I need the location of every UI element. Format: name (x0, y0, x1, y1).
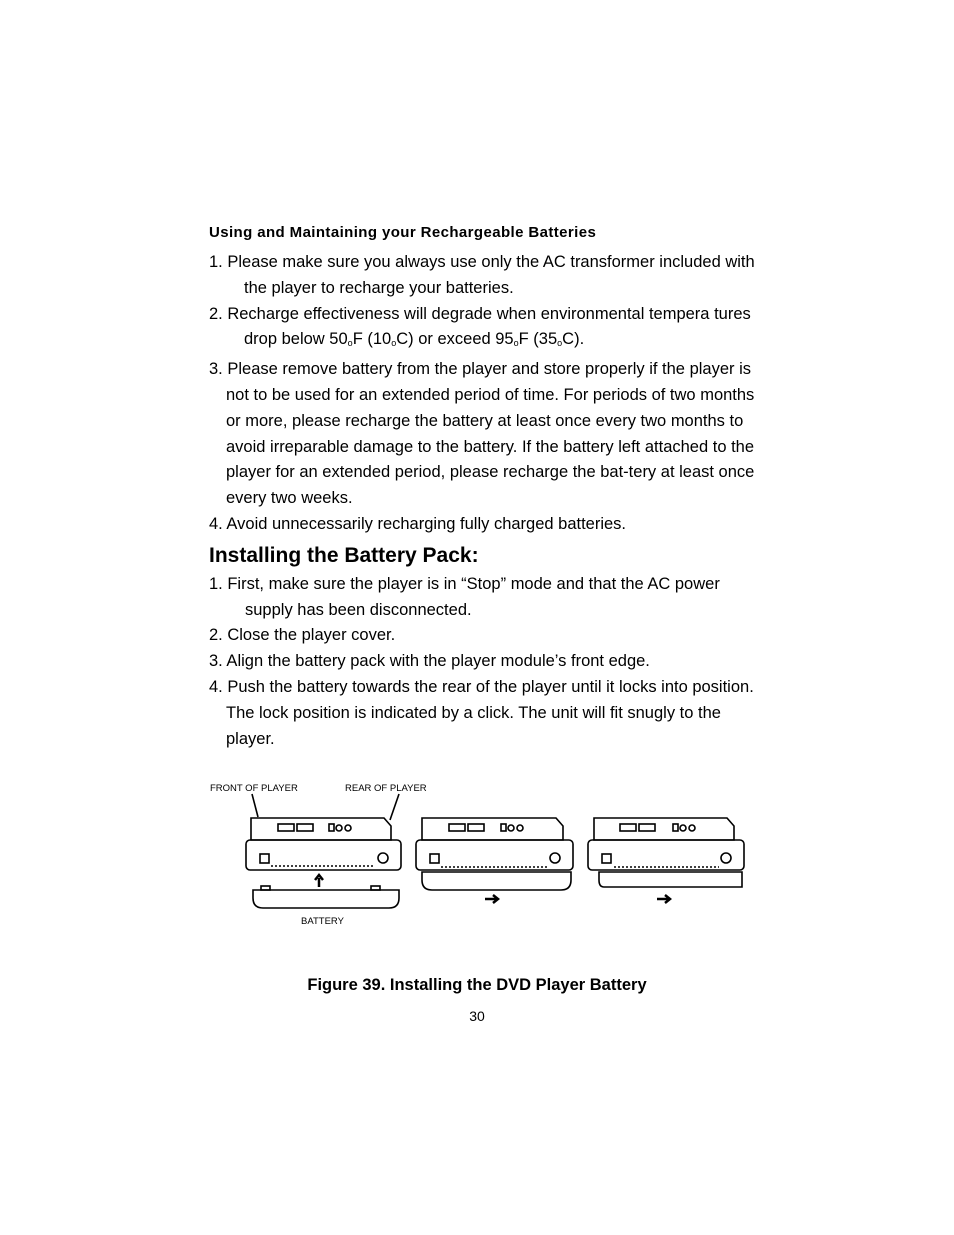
list-item: 4. Push the battery towards the rear of the player until it locks into position. The lock position is indicated by a click. The unit will fit snugly to the player. (209, 677, 754, 748)
page-number: 30 (469, 1008, 485, 1024)
player-step-2 (416, 818, 573, 903)
figure-caption: Figure 39. Installing the DVD Player Battery (307, 976, 647, 994)
list-item: 4. Avoid unnecessarily recharging fully charged batteries. (209, 514, 627, 533)
page-content (209, 222, 759, 752)
battery-diagram (209, 780, 749, 930)
list-item: 2. Recharge effectiveness will degrade when environmental tempera tures drop below $50_oF$ $(10_oC)$ or exceed $95_oF$ $(35_oC)$. (209, 304, 751, 349)
battery-maintenance-list (209, 250, 759, 538)
list-item: 3. Please remove battery from the player and store properly if the player is not to be used for an extended period of time. For periods of two months or more, please recharge the battery at least once every two months to avoid irreparable damage to the battery. If the battery left attached to the player for an extended period, please recharge the bat-tery at least once every two weeks. (209, 360, 755, 508)
rear-of-player-label: REAR OF PLAYER (345, 783, 427, 794)
battery-installation-figure (209, 780, 749, 930)
section-heading-installing: Installing the Battery Pack: (209, 543, 479, 567)
player-step-1 (246, 818, 401, 908)
player-step-3 (588, 818, 744, 903)
front-of-player-label: FRONT OF PLAYER (210, 783, 298, 794)
install-steps-list (209, 572, 759, 753)
list-item: 1. Please make sure you always use only the AC transformer included with the player to recharge your batteries. (209, 253, 755, 297)
list-item: 2. Close the player cover. (209, 626, 396, 645)
list-item: 1. First, make sure the player is in “Stop” mode and that the AC power supply has been disconnected. (209, 574, 720, 619)
list-item: 3. Align the battery pack with the player module’s front edge. (209, 652, 650, 671)
battery-label: BATTERY (301, 916, 344, 927)
section-heading-batteries: Using and Maintaining your Rechargeable Batteries (209, 224, 597, 241)
